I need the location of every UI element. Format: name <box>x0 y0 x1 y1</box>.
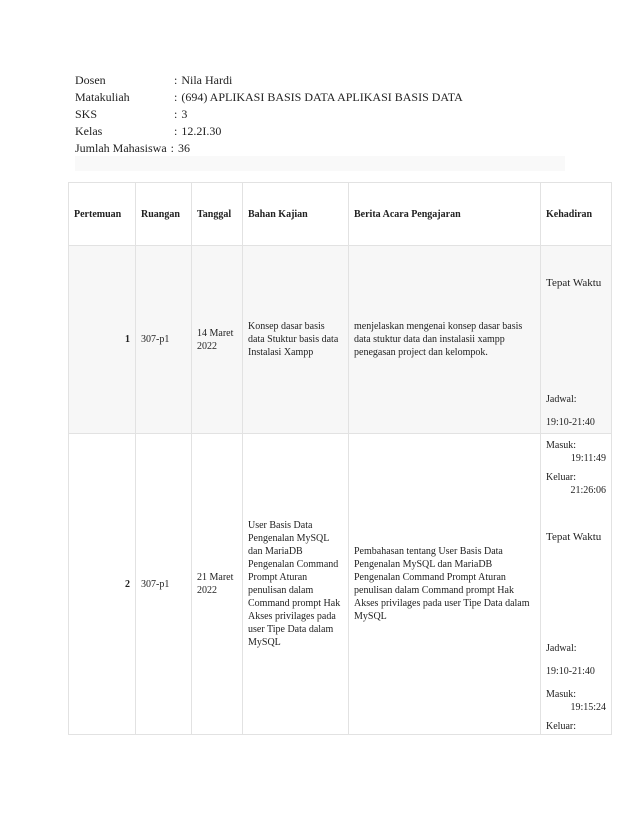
keluar-label: Keluar: <box>546 721 576 732</box>
masuk-value: 19:11:49 <box>570 453 606 464</box>
colon-separator: : <box>174 124 178 138</box>
jumlah-label: Jumlah Mahasiswa <box>75 141 167 155</box>
colon-separator: : <box>174 107 178 121</box>
dosen-label: Dosen <box>75 73 106 87</box>
masuk-value: 19:15:24 <box>570 702 606 713</box>
jadwal-label: Jadwal: <box>546 394 577 405</box>
header-pertemuan: Pertemuan <box>69 183 136 246</box>
attendance-table <box>68 182 612 735</box>
sks-label: SKS <box>75 107 98 121</box>
keluar-label: Keluar: <box>546 472 576 483</box>
pertemuan-cell: 2 <box>69 434 136 735</box>
header-bahan-kajian: Bahan Kajian <box>243 183 349 246</box>
masuk-label: Masuk: <box>546 440 576 451</box>
berita-acara-cell: menjelaskan mengenai konsep dasar basis data stuktur data dan instalasii xampp penegasan project dan kelompok. <box>349 246 541 434</box>
dosen-value: Nila Hardi <box>181 73 233 87</box>
kehadiran-content <box>546 434 606 734</box>
colon-separator: : <box>174 90 178 104</box>
matakuliah-value: (694) APLIKASI BASIS DATA APLIKASI BASIS DATA <box>181 90 463 104</box>
bahan-kajian-cell: Konsep dasar basis data Stuktur basis data Instalasi Xampp <box>243 246 349 434</box>
ruangan-cell: 307-p1 <box>136 434 192 735</box>
kehadiran-cell <box>541 246 612 496</box>
colon-separator: : <box>170 141 174 155</box>
matakuliah-label: Matakuliah <box>75 90 130 104</box>
kelas-value: 12.2I.30 <box>181 124 222 138</box>
pertemuan-cell: 1 <box>69 246 136 434</box>
kehadiran-cell <box>541 434 612 735</box>
tanggal-cell: 21 Maret 2022 <box>192 434 243 735</box>
keluar-value: 21:26:06 <box>570 485 606 496</box>
info-row-sks <box>75 106 463 123</box>
info-row-jumlah <box>75 140 463 157</box>
separator-bar <box>75 156 565 171</box>
table-row <box>69 434 612 735</box>
ruangan-cell: 307-p1 <box>136 246 192 434</box>
header-ruangan: Ruangan <box>136 183 192 246</box>
masuk-label: Masuk: <box>546 689 576 700</box>
attendance-status: Tepat Waktu <box>546 277 602 289</box>
attendance-status: Tepat Waktu <box>546 531 602 543</box>
table-header-row <box>69 183 612 246</box>
header-berita-acara: Berita Acara Pengajaran <box>349 183 541 246</box>
jadwal-label: Jadwal: <box>546 643 577 654</box>
jumlah-value: 36 <box>178 141 190 155</box>
kehadiran-content <box>546 246 606 496</box>
course-info <box>75 72 463 157</box>
attendance-times <box>546 642 606 733</box>
info-row-kelas <box>75 123 463 140</box>
jadwal-value: 19:10-21:40 <box>546 666 595 677</box>
berita-acara-cell: Pembahasan tentang User Basis Data Pengenalan MySQL dan MariaDB Pengenalan Command Prompt Aturan penulisan dalam Command prompt Hak Akses privilages pada user Tipe Data dalam MySQL <box>349 434 541 735</box>
kelas-label: Kelas <box>75 124 103 138</box>
tanggal-cell: 14 Maret 2022 <box>192 246 243 434</box>
header-kehadiran: Kehadiran <box>541 183 612 246</box>
header-tanggal: Tanggal <box>192 183 243 246</box>
colon-separator: : <box>174 73 178 87</box>
info-row-matakuliah <box>75 89 463 106</box>
jadwal-value: 19:10-21:40 <box>546 417 595 428</box>
table-row <box>69 246 612 434</box>
sks-value: 3 <box>181 107 188 121</box>
info-row-dosen <box>75 72 463 89</box>
bahan-kajian-cell: User Basis Data Pengenalan MySQL dan MariaDB Pengenalan Command Prompt Aturan penulisan dalam Command prompt Hak Akses privilages pada user Tipe Data dalam MySQL <box>243 434 349 735</box>
